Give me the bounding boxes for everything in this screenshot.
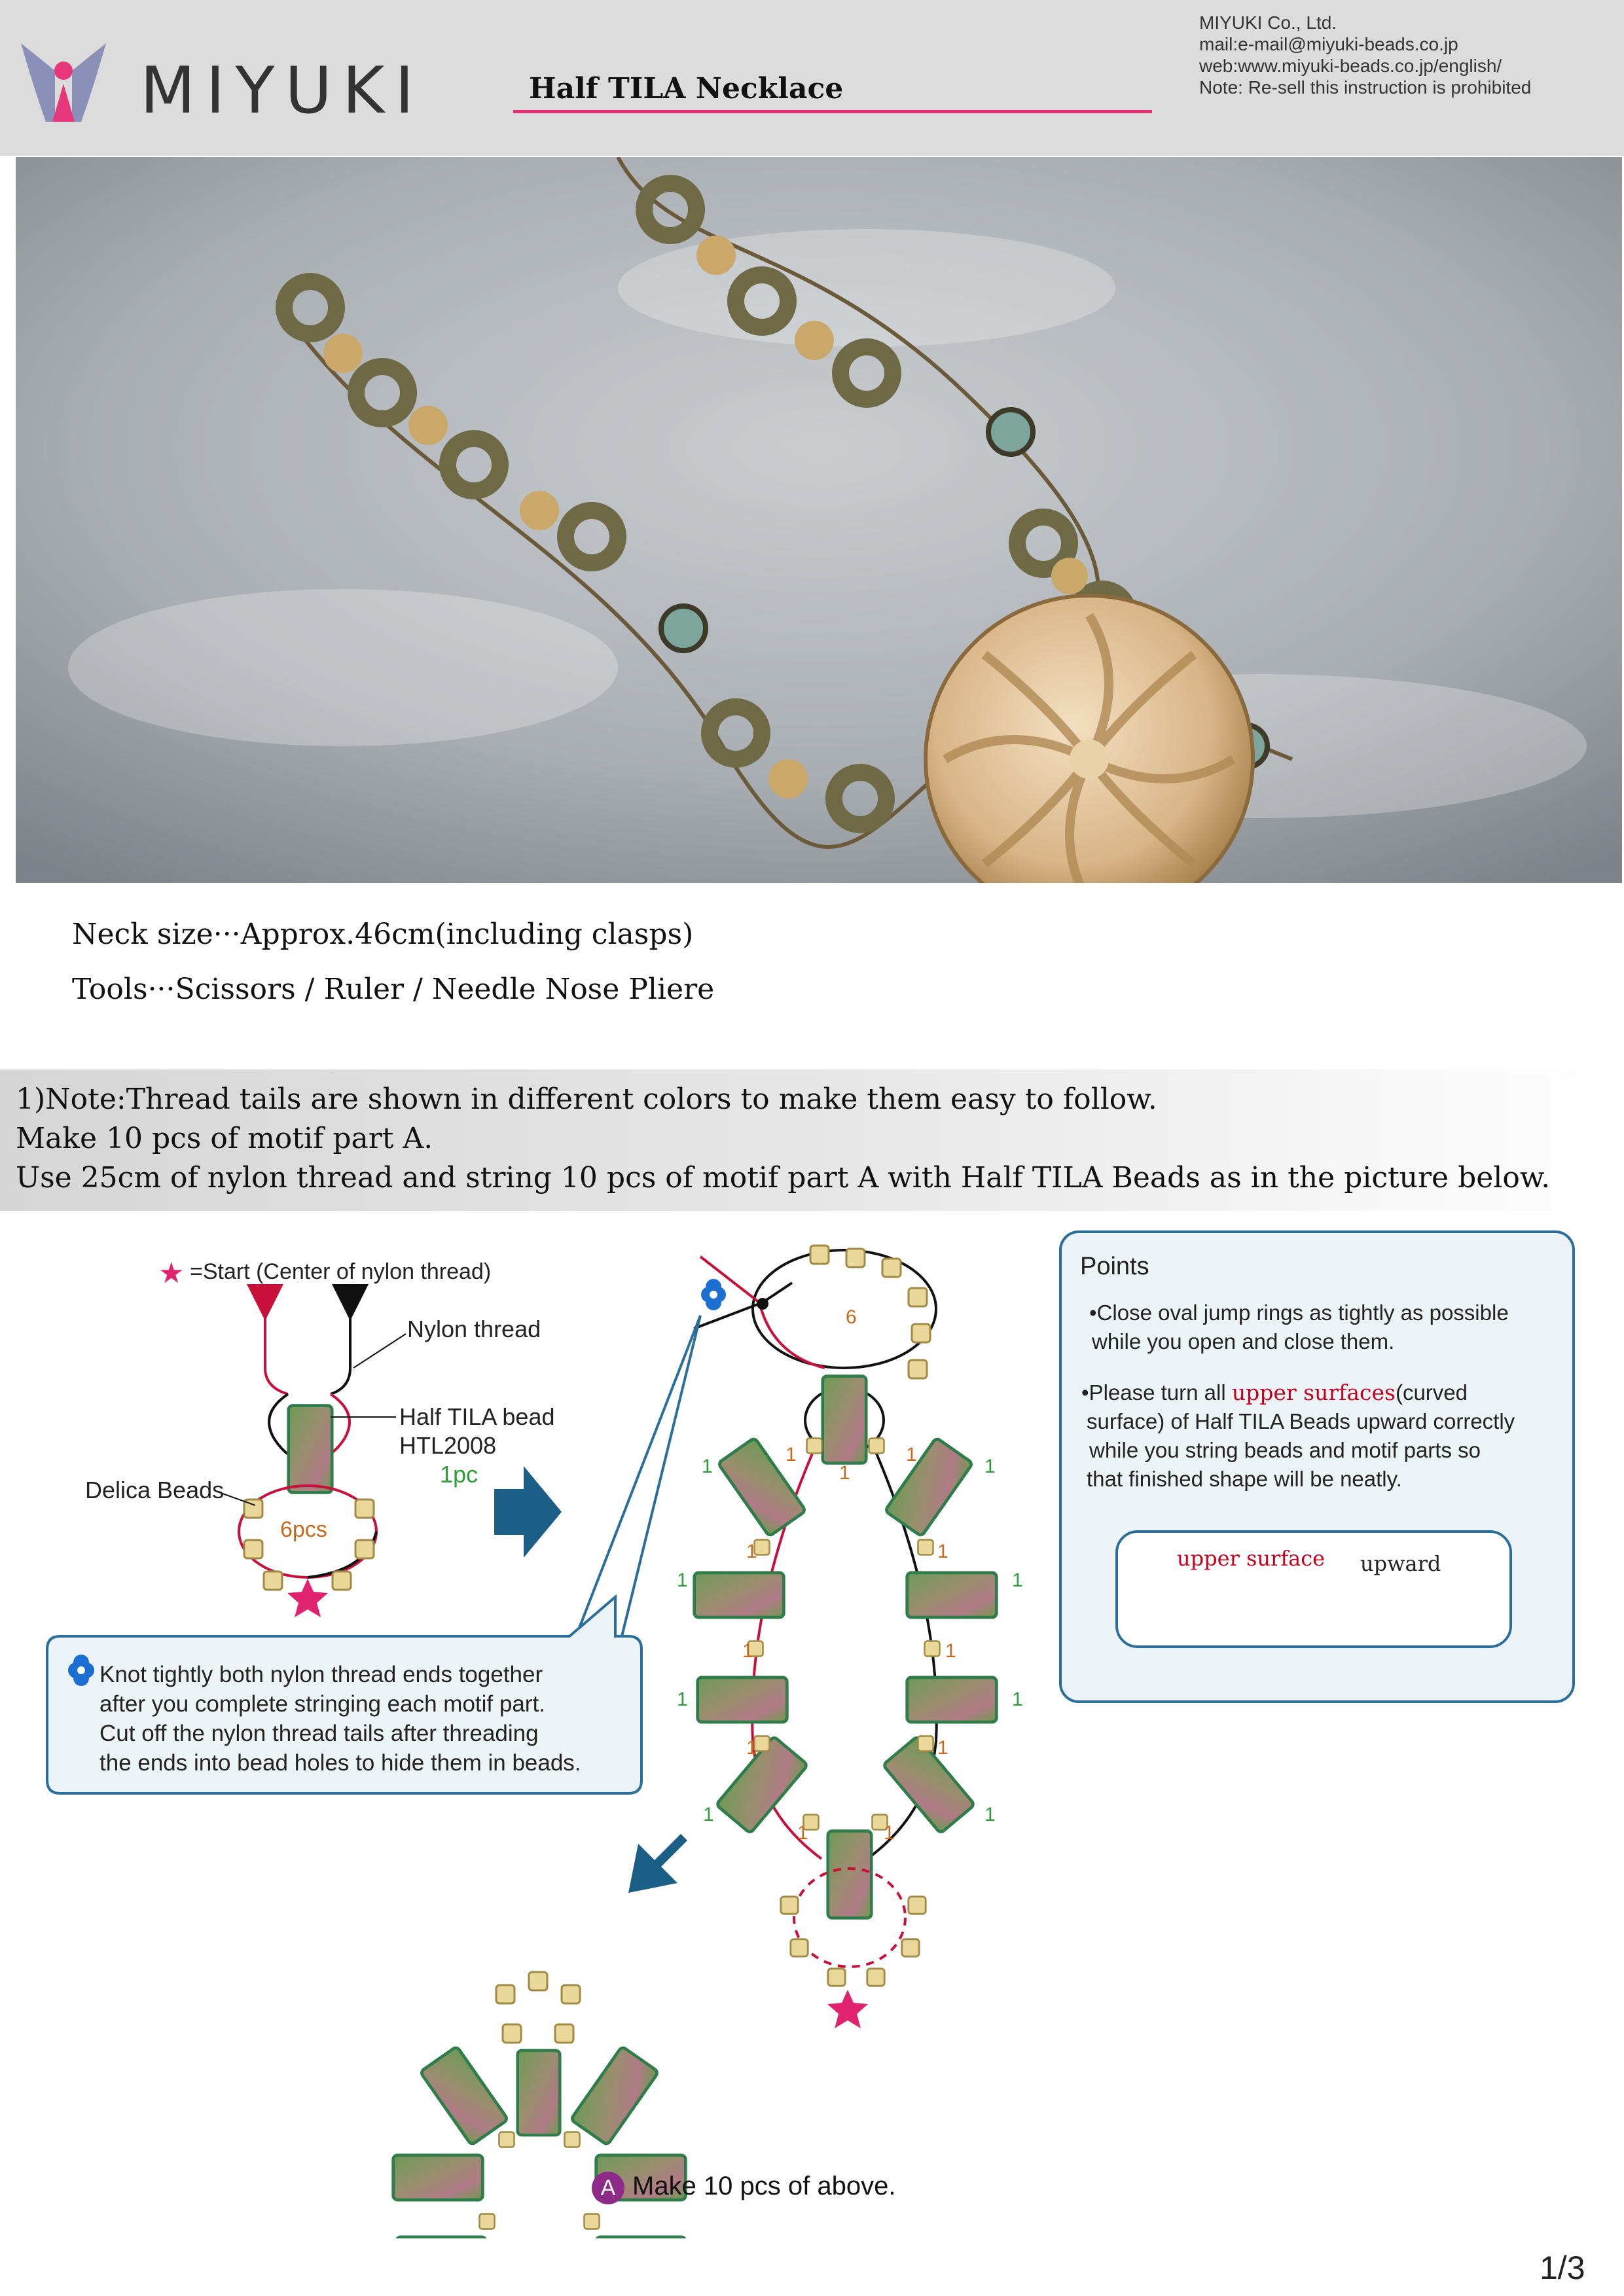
point-2-line-3: while you string beads and motif parts so: [1089, 1438, 1481, 1462]
count-label: 1: [746, 1737, 757, 1759]
company-web: web:www.miyuki-beads.co.jp/english/: [1199, 56, 1502, 76]
step-1-thread-instruction: Use 25cm of nylon thread and string 10 pcs of motif part A with Half TILA Beads as in the picture below.: [16, 1161, 1551, 1194]
start-star-icon: ★: [158, 1257, 185, 1289]
motif-a-badge: A: [592, 2172, 624, 2204]
necklace-photo: [16, 157, 1622, 883]
company-name: MIYUKI Co., Ltd.: [1199, 12, 1337, 33]
count-label: 1: [785, 1444, 797, 1465]
count-label: 1: [1012, 1689, 1023, 1710]
upper-surfaces-highlight: upper surfaces: [1231, 1380, 1396, 1405]
delica-beads-label: Delica Beads: [85, 1477, 225, 1503]
page-title: Half TILA Necklace: [529, 72, 844, 105]
count-label: 1: [937, 1737, 948, 1759]
point-2-line-2: surface) of Half TILA Beads upward correctly: [1087, 1409, 1515, 1433]
point-2-prefix: •Please turn all: [1081, 1380, 1232, 1405]
point-1-line-1: •Close oval jump rings as tightly as possible: [1089, 1300, 1509, 1325]
point-2-line-4: that finished shape will be neatly.: [1087, 1467, 1402, 1491]
start-diagram: [223, 1302, 406, 1617]
miyuki-logo-icon: [14, 37, 113, 128]
start-label: =Start (Center of nylon thread): [190, 1259, 492, 1284]
result-caption: Make 10 pcs of above.: [632, 2172, 896, 2200]
point-2-suffix: (curved: [1395, 1380, 1468, 1405]
company-mail: mail:e-mail@miyuki-beads.co.jp: [1199, 34, 1458, 54]
count-label: 1: [984, 1456, 996, 1477]
title-underline: [513, 110, 1152, 113]
motif-stringing-diagram: [576, 1246, 996, 2028]
count-label: 1: [677, 1689, 688, 1710]
delica-qty-label: 6pcs: [280, 1517, 327, 1542]
count-label: 1: [702, 1456, 713, 1477]
count-label: 1: [906, 1444, 917, 1465]
points-title: Points: [1080, 1253, 1149, 1280]
result-arrow-icon: [628, 1834, 687, 1893]
count-label: 1: [797, 1822, 808, 1844]
count-label: 1: [746, 1541, 757, 1562]
brand-name: MIYUKI: [140, 54, 425, 128]
neck-size-spec: Neck size···Approx.46cm(including clasps): [72, 918, 694, 951]
count-label: 1: [742, 1640, 753, 1662]
next-arrow-icon: [494, 1466, 562, 1558]
count-label: 1: [884, 1822, 895, 1844]
count-label: 1: [937, 1541, 948, 1562]
upward-label: upward: [1360, 1551, 1441, 1576]
company-info: [1199, 12, 1531, 98]
half-tila-label: Half TILA bead: [399, 1403, 555, 1430]
resell-note: Note: Re-sell this instruction is prohibited: [1199, 77, 1532, 98]
point-1-line-2: while you open and close them.: [1092, 1329, 1395, 1354]
point-2-line-1: [1081, 1378, 1468, 1407]
count-label: 1: [1012, 1570, 1023, 1591]
count-label: 1: [677, 1570, 688, 1591]
count-label: 1: [839, 1462, 850, 1484]
callout-line-1: Knot tightly both nylon thread ends together: [99, 1662, 543, 1687]
bead-qty-label: 1pc: [440, 1461, 478, 1488]
step-1-note: 1)Note:Thread tails are shown in different colors to make them easy to follow.: [16, 1083, 1157, 1116]
step-1-instruction: Make 10 pcs of motif part A.: [16, 1122, 433, 1155]
count-label: 1: [703, 1804, 714, 1825]
upper-surface-label: upper surface: [1177, 1546, 1326, 1571]
count-label: 1: [984, 1804, 996, 1825]
nylon-thread-label: Nylon thread: [407, 1316, 541, 1342]
page-number: 1/3: [1540, 2250, 1585, 2286]
callout-line-4: the ends into bead holes to hide them in beads.: [99, 1750, 581, 1776]
knot-flower-icon: [701, 1279, 726, 1310]
tools-spec: Tools···Scissors / Ruler / Needle Nose Pliere: [72, 973, 715, 1006]
callout-line-2: after you complete stringing each motif part.: [99, 1691, 545, 1717]
bead-code-label: HTL2008: [399, 1432, 497, 1459]
loop-count-label: 6: [846, 1306, 857, 1328]
callout-line-3: Cut off the nylon thread tails after threading: [99, 1721, 539, 1746]
count-label: 1: [945, 1640, 956, 1662]
